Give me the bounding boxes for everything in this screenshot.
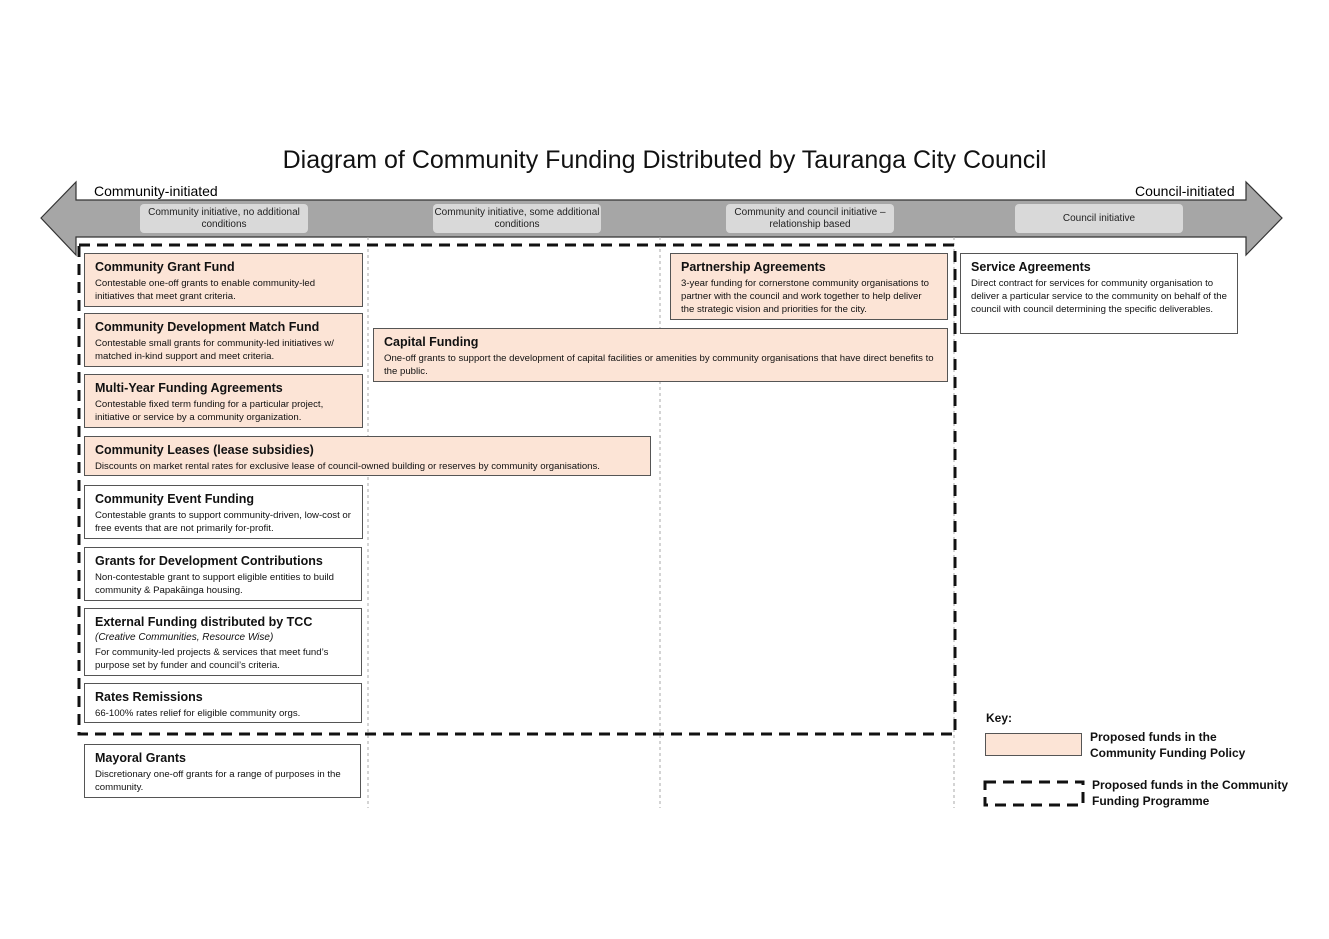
fund-desc: 3-year funding for cornerstone community organisations to partner with the council and work together to help deliver the strategic vision and priorities for the city. — [681, 278, 929, 315]
fund-title: Grants for Development Contributions — [95, 554, 323, 568]
fund-box-service-agreements — [960, 253, 1238, 334]
fund-box-rates-remissions — [84, 683, 362, 723]
fund-title: External Funding distributed by TCC — [95, 615, 313, 629]
fund-box-partnership-agreements — [670, 253, 948, 320]
fund-box-multi-year — [84, 374, 363, 428]
fund-title: Multi-Year Funding Agreements — [95, 381, 283, 395]
fund-desc: For community-led projects & services that meet fund’s purpose set by funder and council’s criteria. — [95, 647, 329, 671]
fund-title: Community Grant Fund — [95, 260, 235, 274]
fund-box-development-contributions — [84, 547, 362, 601]
fund-desc: Contestable grants to support community-driven, low-cost or free events that are not primarily for-profit. — [95, 510, 351, 534]
fund-box-development-match — [84, 313, 363, 367]
stage-pill: Council initiative — [1015, 204, 1183, 233]
fund-box-mayoral-grants — [84, 744, 361, 798]
key-title: Key: — [986, 711, 1013, 725]
page-title: Diagram of Community Funding Distributed by Tauranga City Council — [282, 146, 1047, 174]
fund-desc: Direct contract for services for community organisation to deliver a particular service to the community on behalf of the council with council determining the specific deliverables. — [971, 278, 1227, 315]
key-programme-swatch — [983, 780, 1085, 808]
fund-desc: Discretionary one-off grants for a range of purposes in the community. — [95, 769, 341, 793]
fund-box-community-leases — [84, 436, 651, 476]
fund-title: Community Development Match Fund — [95, 320, 320, 334]
stage-pill: Community initiative, some additional conditions — [433, 204, 601, 233]
fund-box-event-funding — [84, 485, 363, 539]
fund-box-external-funding — [84, 608, 362, 676]
fund-desc: Contestable one-off grants to enable community-led initiatives that meet grant criteria. — [95, 278, 316, 302]
fund-title: Rates Remissions — [95, 690, 203, 704]
fund-title: Community Leases (lease subsidies) — [95, 443, 314, 457]
fund-desc: Non-contestable grant to support eligible entities to build community & Papakāinga housing. — [95, 572, 334, 596]
fund-title: Mayoral Grants — [95, 751, 187, 765]
fund-title: Partnership Agreements — [681, 260, 826, 274]
fund-desc: One-off grants to support the development of capital facilities or amenities by community organisations that have direct benefits to the public. — [384, 353, 934, 377]
key-programme-label: Proposed funds in the Community Funding Programme — [1092, 778, 1289, 808]
community-initiated-label: Community-initiated — [94, 183, 218, 199]
fund-title: Service Agreements — [971, 260, 1091, 274]
stage-pill: Community initiative, no additional conditions — [140, 204, 308, 233]
fund-title: Capital Funding — [384, 335, 479, 349]
fund-desc: Discounts on market rental rates for exclusive lease of council-owned building or reserves by community organisations. — [95, 461, 600, 472]
fund-desc: 66-100% rates relief for eligible community orgs. — [95, 708, 301, 719]
fund-title-note: (Creative Communities, Resource Wise) — [95, 632, 274, 643]
fund-desc: Contestable small grants for community-led initiatives w/ matched in-kind support and meet criteria. — [95, 338, 334, 362]
council-initiated-label: Council-initiated — [1135, 183, 1235, 199]
fund-title: Community Event Funding — [95, 492, 255, 506]
fund-desc: Contestable fixed term funding for a particular project, initiative or service by a community organization. — [95, 399, 324, 423]
key-policy-label: Proposed funds in the Community Funding Policy — [1090, 730, 1246, 760]
stage-pill: Community and council initiative – relationship based — [726, 204, 894, 233]
fund-box-capital-funding — [373, 328, 948, 382]
fund-box-community-grant — [84, 253, 363, 307]
key-policy-swatch — [985, 733, 1082, 756]
